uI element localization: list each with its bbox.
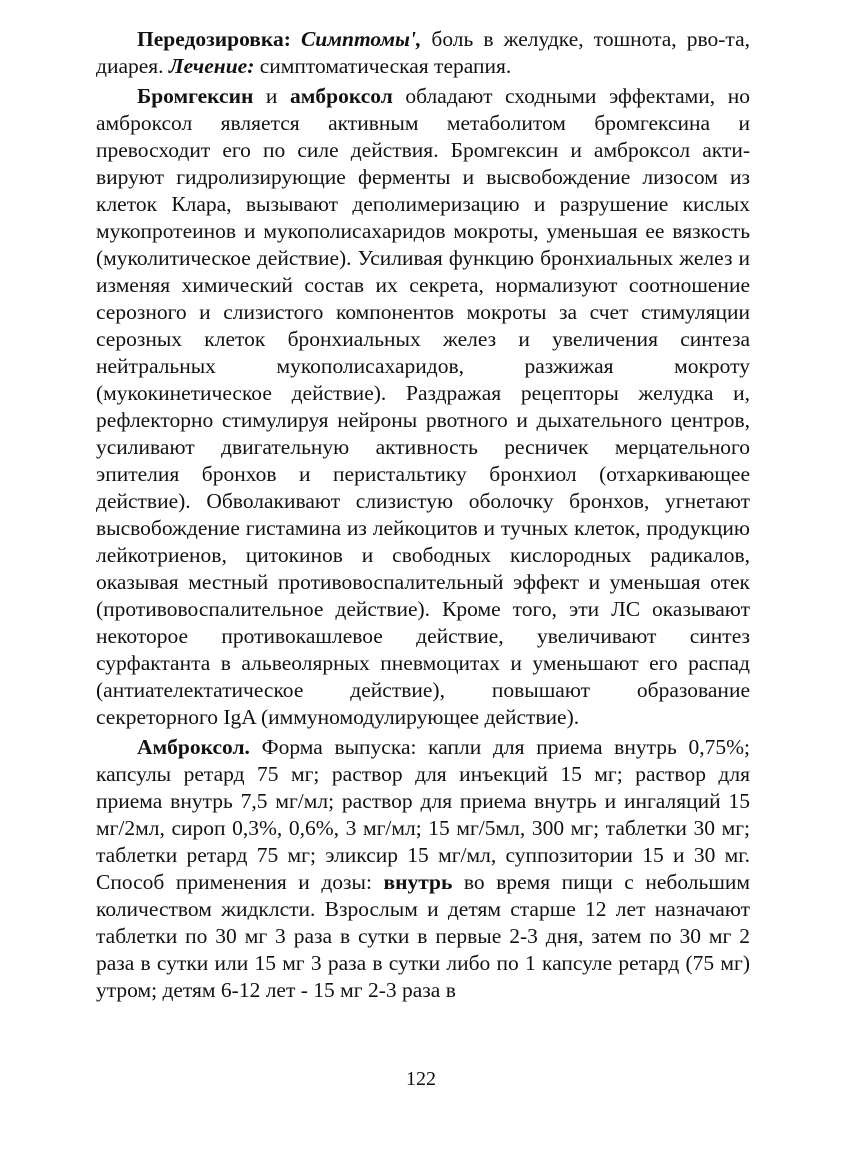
ambroxol-heading: Амброксол. [137, 735, 250, 759]
paragraph-overdose [96, 26, 750, 80]
bromhexine-term: Бромгексин [137, 84, 254, 108]
conjunction-text: и [253, 84, 291, 108]
treatment-label: Лечение: [168, 54, 255, 78]
paragraph-ambroxol [96, 734, 750, 1004]
ambroxol-term: амброксол [290, 84, 393, 108]
treatment-text: симптоматическая терапия. [254, 54, 512, 78]
dosage-forms-text: Форма выпуска: капли для приема внутрь 0,75%; капсулы ретард 75 мг; раствор для инъекций 15 мг; раствор для приема внутрь 7,5 мг/мл; раствор для приема внутрь и ингаляций 15 мг/2мл, сироп 0,3%, 0,6%, 3 мг/мл; 15 мг/5мл, 300 мг; таблетки 30 мг; таблетки ретард 75 мг; эликсир 15 мг/мл, суппозитории 15 и 30 мг. Способ применения и дозы: [96, 735, 750, 894]
page-body [96, 26, 750, 1004]
mechanism-text: обладают сходными эффектами, но амброксол является активным метаболитом бромгексина и превосходит его по силе действия. Бромгексин и амброксол активируют гидролизирующие ферменты и высвобождение лизосом из клеток Клара, вызывают деполимеризацию и разрушение кислых мукопротеинов и мукополисахаридов мокроты, уменьшая ее вязкость (муколитическое действие). Усиливая функцию бронхиальных желез и изменяя химический состав их секрета, нормализуют соотношение серозного и слизистого компонентов мокроты за счет стимуляции серозных клеток бронхиальных желез и увеличения синтеза нейтральных мукополисахаридов, разжижая мокроту (мукокинетическое действие). Раздражая рецепторы желудка и, рефлекторно стимулируя нейроны рвотного и дыхательного центров, усиливают двигательную активность ресничек мерцательного эпителия бронхов и перистальтику бронхиол (отхаркивающее действие). Обволакивают слизистую оболочку бронхов, угнетают высвобождение гистамина из лейкоцитов и тучных клеток, продукцию лейкотриенов, цитокинов и свободных кислородных радикалов, оказывая местный противовоспалительный эффект и уменьшая отек (противовоспалительное действие). Кроме того, эти ЛС оказывают некоторое противокашлевое действие, увеличивают синтез сурфактанта в альвеолярных пневмоцитах и уменьшают его распад (антиателектатическое действие), повышают образование секреторного IgA (иммуномодулирующее действие). [96, 84, 751, 729]
page-number: 122 [406, 1068, 436, 1090]
route-oral-term: внутрь [383, 870, 453, 894]
symptoms-label: Симптомы', [300, 27, 422, 51]
symptoms-text: боль в желудке, тошнота, рво-та, диарея. [96, 27, 750, 78]
dosing-text: во время пищи с небольшим количеством жидклсти. Взрослым и детям старше 12 лет назначают таблетки по 30 мг 3 раза в сутки в первые 2-3 дня, затем по 30 мг 2 раза в сутки или 15 мг 3 раза в сутки либо по 1 капсуле ретард (75 мг) утром; детям 6-12 лет - 15 мг 2-3 раза в [96, 870, 750, 1002]
overdose-heading: Передозировка: [137, 27, 301, 51]
paragraph-bromhexine-ambroxol [96, 83, 750, 731]
